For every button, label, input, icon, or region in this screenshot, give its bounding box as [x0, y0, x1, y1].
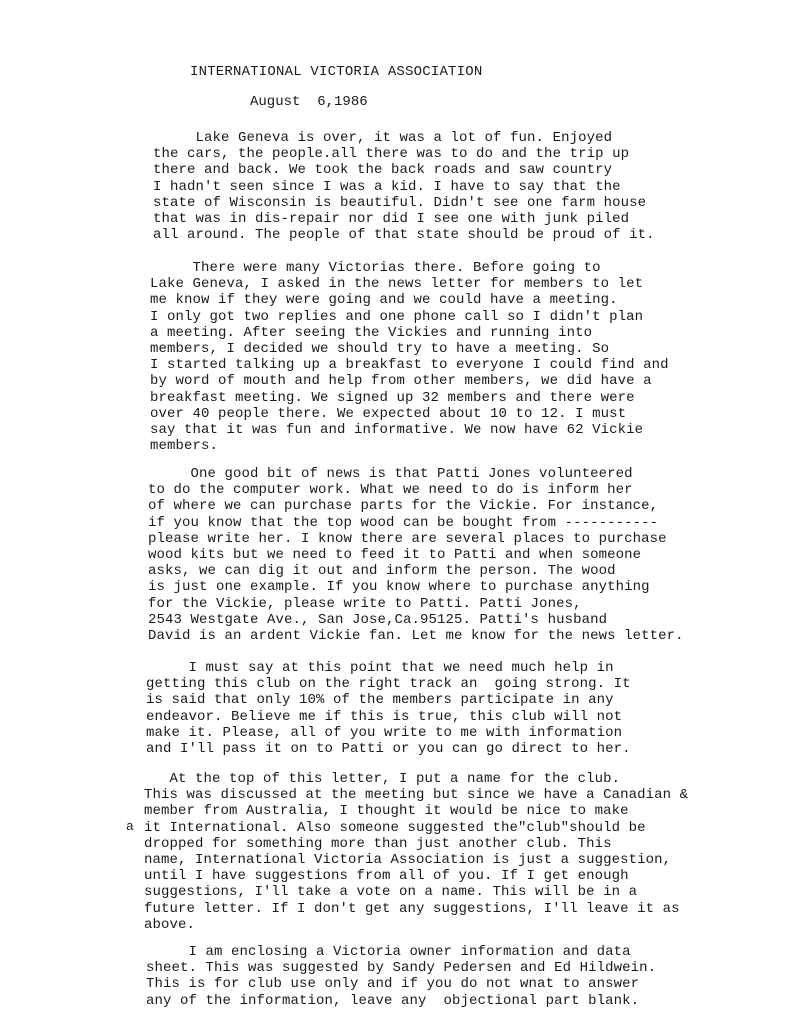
paragraph-6-line: This is for club use only and if you do not wnat to answer: [146, 976, 640, 993]
paragraph-2-line: Lake Geneva, I asked in the news letter for members to let: [150, 276, 644, 293]
paragraph-3-line: if you know that the top wood can be bought from -----------: [148, 514, 659, 531]
paragraph-5-line: until I have suggestions from all of you. If I get enough: [144, 868, 629, 885]
paragraph-2-line: I only got two replies and one phone call so I didn't plan: [150, 308, 644, 325]
paragraph-4-line: endeavor. Believe me if this is true, this club will not: [146, 708, 623, 725]
paragraph-1-line: state of Wisconsin is beautiful. Didn't see one farm house: [153, 194, 647, 211]
paragraph-6-line: any of the information, leave any objectional part blank.: [146, 992, 640, 1009]
paragraph-5-line: suggestions, I'll take a vote on a name. This will be in a: [144, 884, 638, 901]
paragraph-2-line: by word of mouth and help from other members, we did have a: [150, 373, 652, 390]
letter-date: August 6,1986: [250, 94, 368, 110]
paragraph-3-line: David is an ardent Vickie fan. Let me know for the news letter.: [148, 628, 684, 644]
paragraph-5-line: name, International Victoria Association is just a suggestion,: [144, 852, 672, 868]
paragraph-2-line: say that it was fun and informative. We now have 62 Vickie: [150, 422, 644, 438]
paragraph-2-line: breakfast meeting. We signed up 32 members and there were: [150, 389, 635, 406]
paragraph-3-line: for the Vickie, please write to Patti. Patti Jones,: [148, 595, 582, 612]
paragraph-4-line: I must say at this point that we need much help in: [146, 660, 614, 676]
paragraph-2-line: There were many Victorias there. Before going to: [150, 260, 601, 276]
paragraph-1-line: the cars, the people.all there was to do and the trip up: [153, 146, 630, 163]
paragraph-5-line: At the top of this letter, I put a name for the club.: [144, 771, 621, 787]
paragraph-2-line: members.: [150, 438, 219, 455]
paragraph-5-line: dropped for something more than just another club. This: [144, 835, 612, 852]
paragraph-4-line: make it. Please, all of you write to me with information: [146, 724, 623, 741]
paragraph-1-line: I hadn't seen since I was a kid. I have to say that the: [153, 178, 621, 195]
paragraph-5-line: member from Australia, I thought it would be nice to make: [144, 803, 629, 820]
paragraph-3-line: please write her. I know there are several places to purchase: [148, 530, 667, 547]
paragraph-5-line: it International. Also someone suggested the"club"should be: [144, 819, 646, 836]
paragraph-5-line: above.: [144, 916, 196, 933]
paragraph-4-line: and I'll pass it on to Patti or you can go direct to her.: [146, 741, 631, 757]
paragraph-2-line: I started talking up a breakfast to everyone I could find and: [150, 357, 669, 374]
letter-title: INTERNATIONAL VICTORIA ASSOCIATION: [190, 64, 483, 80]
paragraph-3-line: of where we can purchase parts for the Vickie. For instance,: [148, 498, 659, 515]
paragraph-2-line: a meeting. After seeing the Vickies and running into: [150, 324, 593, 341]
margin-mark: a: [126, 819, 134, 834]
paragraph-3-line: 2543 Westgate Ave., San Jose,Ca.95125. Patti's husband: [148, 611, 608, 628]
paragraph-3-line: asks, we can dig it out and inform the person. The wood: [148, 563, 616, 580]
paragraph-3-line: to do the computer work. What we need to do is inform her: [148, 482, 633, 499]
paragraph-1-line: Lake Geneva is over, it was a lot of fun. Enjoyed: [153, 130, 613, 146]
paragraph-1-line: that was in dis-repair nor did I see one with junk piled: [153, 211, 630, 227]
paragraph-6-line: I am enclosing a Victoria owner information and data: [146, 944, 631, 960]
paragraph-4-line: getting this club on the right track an going strong. It: [146, 676, 631, 693]
paragraph-3-line: wood kits but we need to feed it to Patti and when someone: [148, 547, 642, 563]
paragraph-2-line: over 40 people there. We expected about 10 to 12. I must: [150, 405, 627, 422]
paragraph-2-line: me know if they were going and we could have a meeting.: [150, 292, 618, 309]
paragraph-1-line: there and back. We took the back roads and saw country: [153, 162, 613, 179]
paragraph-4-line: is said that only 10% of the members participate in any: [146, 692, 614, 709]
paragraph-5-line: future letter. If I don't get any suggestions, I'll leave it as: [144, 900, 680, 917]
paragraph-1-line: all around. The people of that state should be proud of it.: [153, 227, 655, 244]
paragraph-6-line: sheet. This was suggested by Sandy Pedersen and Ed Hildwein.: [146, 960, 657, 977]
paragraph-3-line: One good bit of news is that Patti Jones volunteered: [148, 466, 633, 482]
paragraph-5-line: This was discussed at the meeting but since we have a Canadian &: [144, 787, 689, 804]
paragraph-2-line: members, I decided we should try to have a meeting. So: [150, 341, 610, 357]
paragraph-3-line: is just one example. If you know where to purchase anything: [148, 579, 650, 596]
